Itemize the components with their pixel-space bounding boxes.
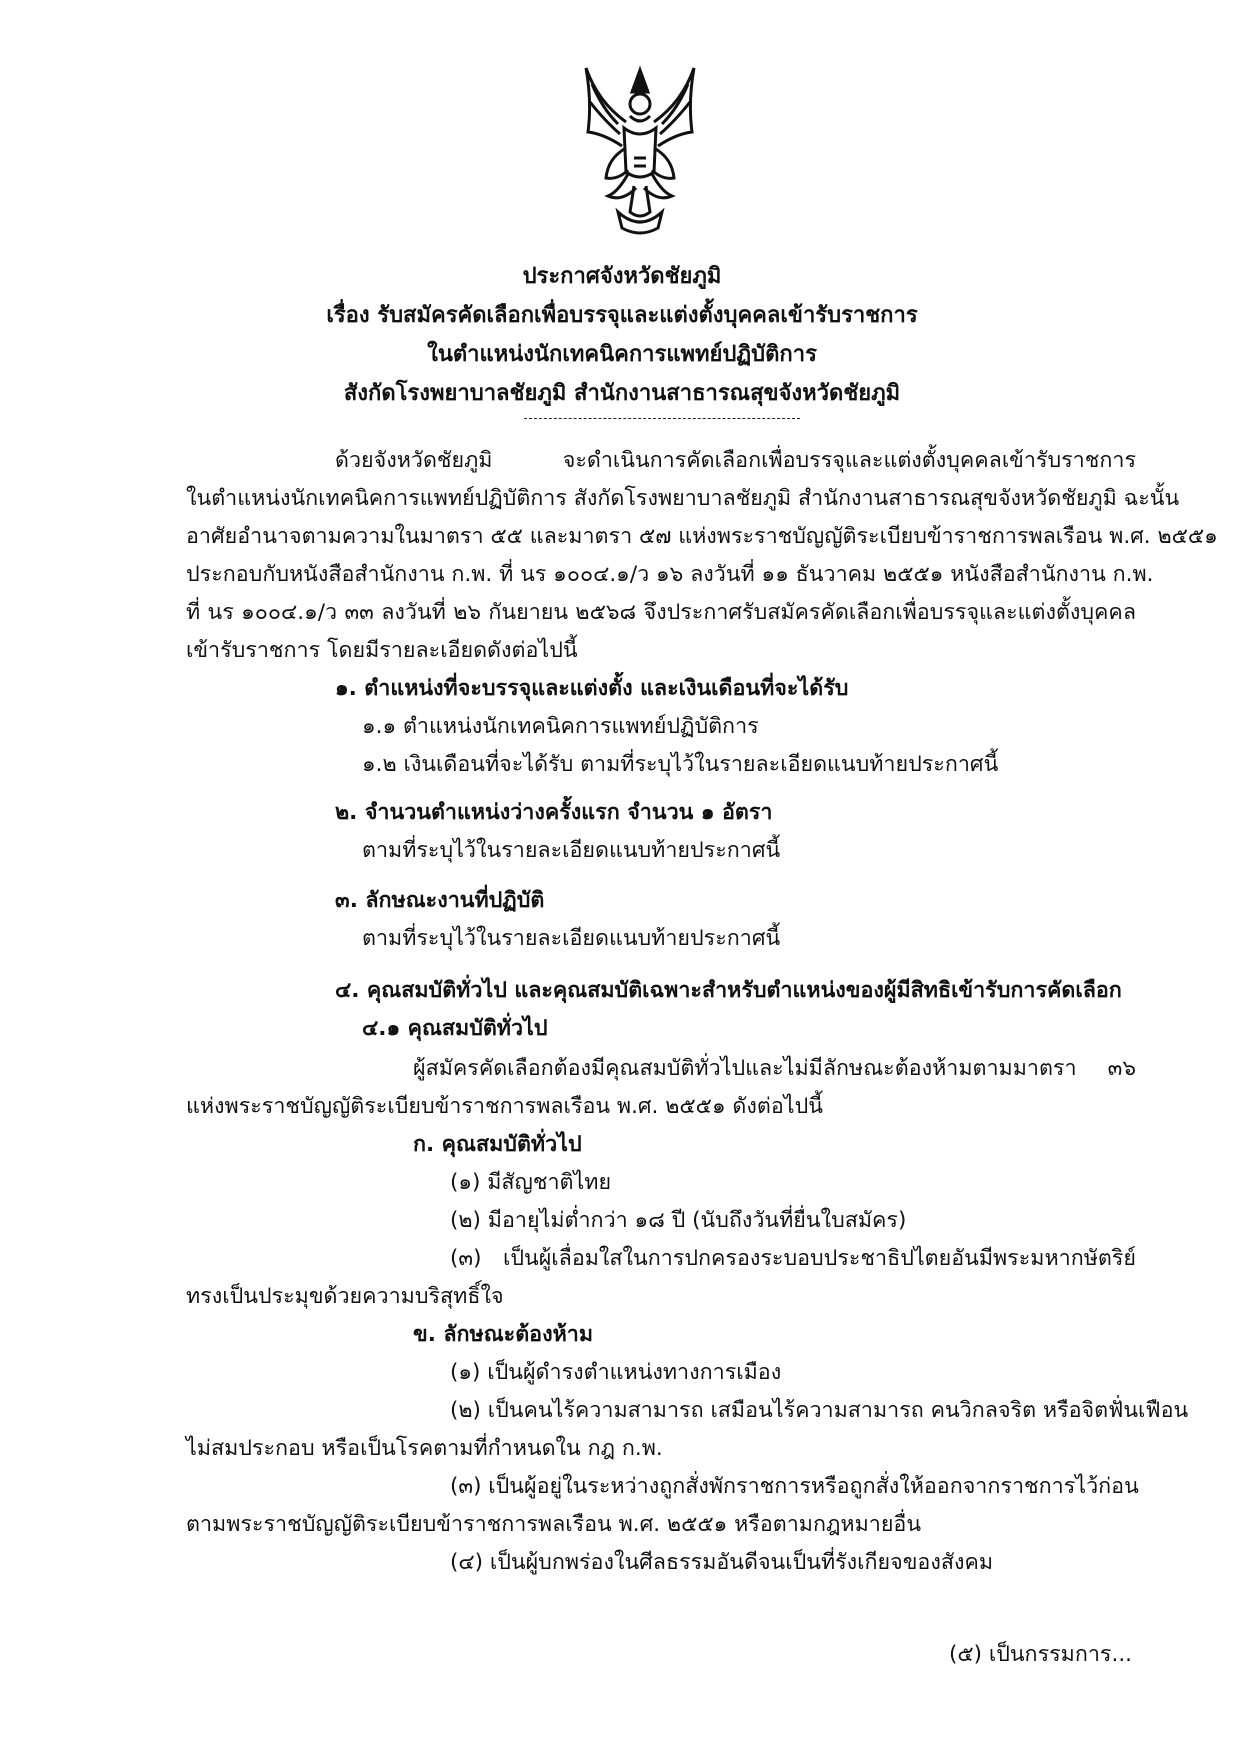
title-divider: [524, 418, 800, 419]
continuation-text: (๕) เป็นกรรมการ...: [948, 1642, 1132, 1667]
section-4-1-paragraph: ผู้สมัครคัดเลือกต้องมีคุณสมบัติทั่วไปและไม่มีลักษณะต้องห้ามตามมาตรา ๓๖: [413, 1056, 1136, 1081]
announcement-title: ประกาศจังหวัดชัยภูมิ: [522, 264, 722, 289]
section-1-item: ๑.๑ ตำแหน่งนักเทคนิคการแพทย์ปฏิบัติการ: [362, 714, 759, 739]
prohibition-item: (๑) เป็นผู้ดำรงตำแหน่งทางการเมือง: [450, 1360, 782, 1385]
announcement-subject: เรื่อง รับสมัครคัดเลือกเพื่อบรรจุและแต่งตั้งบุคคลเข้ารับราชการ: [326, 303, 918, 328]
intro-line: ประกอบกับหนังสือสำนักงาน ก.พ. ที่ นร ๑๐๐๔.๑/ว ๑๖ ลงวันที่ ๑๑ ธันวาคม ๒๕๕๑ หนังสือสำนักงาน ก.พ.: [186, 562, 1154, 587]
section-1-heading: ๑. ตำแหน่งที่จะบรรจุและแต่งตั้ง และเงินเดือนที่จะได้รับ: [335, 676, 849, 701]
intro-line: ในตำแหน่งนักเทคนิคการแพทย์ปฏิบัติการ สังกัดโรงพยาบาลชัยภูมิ สำนักงานสาธารณสุขจังหวัดชัยภูมิ ฉะนั้น: [186, 486, 1180, 511]
section-4-heading: ๔. คุณสมบัติทั่วไป และคุณสมบัติเฉพาะสำหรับตำแหน่งของผู้มีสิทธิเข้ารับการคัดเลือก: [335, 978, 1122, 1003]
section-2-body: ตามที่ระบุไว้ในรายละเอียดแนบท้ายประกาศนี้: [362, 838, 781, 863]
prohibition-heading: ข. ลักษณะต้องห้าม: [413, 1322, 593, 1347]
announcement-position: ในตำแหน่งนักเทคนิคการแพทย์ปฏิบัติการ: [427, 342, 817, 367]
prohibition-item: (๓) เป็นผู้อยู่ในระหว่างถูกสั่งพักราชการหรือถูกสั่งให้ออกจากราชการไว้ก่อน: [450, 1474, 1139, 1499]
qualification-heading: ก. คุณสมบัติทั่วไป: [413, 1132, 582, 1157]
section-4-1-paragraph: แห่งพระราชบัญญัติระเบียบข้าราชการพลเรือน พ.ศ. ๒๕๕๑ ดังต่อไปนี้: [186, 1094, 823, 1119]
qualification-item: (๓) เป็นผู้เลื่อมใสในการปกครองระบอบประชาธิปไตยอันมีพระมหากษัตริย์: [450, 1246, 1136, 1271]
qualification-item: ทรงเป็นประมุขด้วยความบริสุทธิ์ใจ: [186, 1284, 504, 1309]
announcement-affiliation: สังกัดโรงพยาบาลชัยภูมิ สำนักงานสาธารณสุขจังหวัดชัยภูมิ: [343, 381, 901, 406]
garuda-emblem-icon: [578, 62, 702, 240]
intro-line: ที่ นร ๑๐๐๔.๑/ว ๓๓ ลงวันที่ ๒๖ กันยายน ๒๕๖๘ จึงประกาศรับสมัครคัดเลือกเพื่อบรรจุและแต่งตั้งบุคคล: [186, 600, 1136, 625]
section-3-heading: ๓. ลักษณะงานที่ปฏิบัติ: [335, 888, 545, 913]
intro-line: อาศัยอำนาจตามความในมาตรา ๕๕ และมาตรา ๕๗ แห่งพระราชบัญญัติระเบียบข้าราชการพลเรือน พ.ศ. ๒๕๕๑: [186, 524, 1218, 549]
prohibition-item: (๔) เป็นผู้บกพร่องในศีลธรรมอันดีจนเป็นที่รังเกียจของสังคม: [450, 1550, 994, 1575]
prohibition-item: ตามพระราชบัญญัติระเบียบข้าราชการพลเรือน พ.ศ. ๒๕๕๑ หรือตามกฎหมายอื่น: [186, 1512, 922, 1537]
section-2-heading: ๒. จำนวนตำแหน่งว่างครั้งแรก จำนวน ๑ อัตรา: [335, 800, 773, 825]
prohibition-item: ไม่สมประกอบ หรือเป็นโรคตามที่กำหนดใน กฎ ก.พ.: [186, 1436, 663, 1461]
qualification-item: (๒) มีอายุไม่ต่ำกว่า ๑๘ ปี (นับถึงวันที่ยื่นใบสมัคร): [450, 1208, 907, 1233]
intro-line: เข้ารับราชการ โดยมีรายละเอียดดังต่อไปนี้: [186, 638, 578, 663]
prohibition-item: (๒) เป็นคนไร้ความสามารถ เสมือนไร้ความสามารถ คนวิกลจริต หรือจิตฟั่นเฟือน: [450, 1398, 1189, 1423]
section-4-1-heading: ๔.๑ คุณสมบัติทั่วไป: [362, 1016, 548, 1041]
intro-line: ด้วยจังหวัดชัยภูมิ จะดำเนินการคัดเลือกเพื่อบรรจุและแต่งตั้งบุคคลเข้ารับราชการ: [335, 448, 1136, 473]
qualification-item: (๑) มีสัญชาติไทย: [450, 1170, 612, 1195]
section-1-item: ๑.๒ เงินเดือนที่จะได้รับ ตามที่ระบุไว้ในรายละเอียดแนบท้ายประกาศนี้: [362, 752, 999, 777]
section-3-body: ตามที่ระบุไว้ในรายละเอียดแนบท้ายประกาศนี้: [362, 926, 781, 951]
